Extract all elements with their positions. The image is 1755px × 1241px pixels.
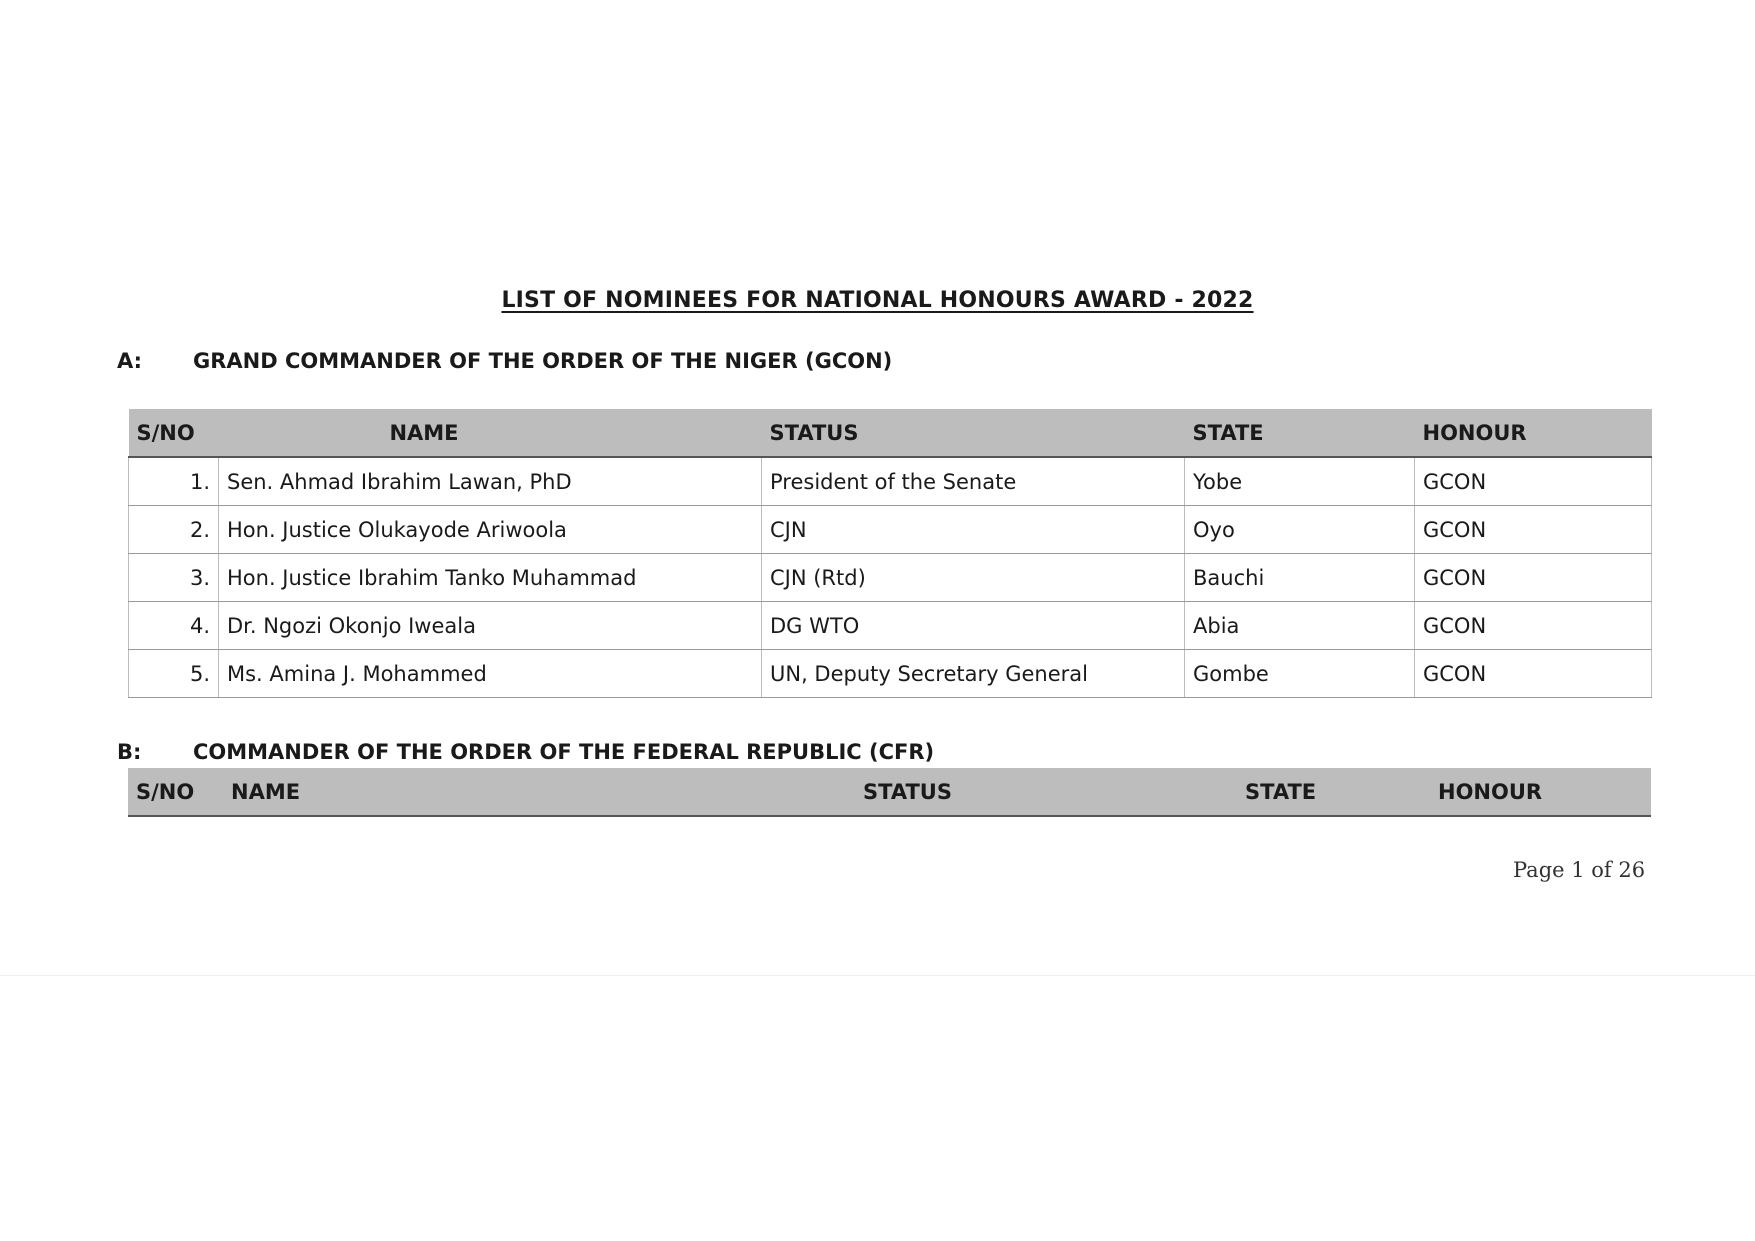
cell-honour: GCON xyxy=(1415,457,1652,506)
cell-state: Oyo xyxy=(1185,506,1415,554)
cell-status: CJN (Rtd) xyxy=(762,554,1185,602)
cell-state: Gombe xyxy=(1185,650,1415,698)
section-b-letter: B: xyxy=(117,740,142,764)
cfr-nominees-table xyxy=(128,768,1651,817)
column-header-sno: S/NO xyxy=(128,768,223,816)
document-title: LIST OF NOMINEES FOR NATIONAL HONOURS AWARD - 2022 xyxy=(501,288,1254,313)
section-b-heading xyxy=(117,740,934,764)
column-header-name: NAME xyxy=(223,768,855,816)
cell-state: Yobe xyxy=(1185,457,1415,506)
column-header-name: NAME xyxy=(219,409,762,457)
column-header-state: STATE xyxy=(1185,409,1415,457)
table-header-row xyxy=(128,768,1651,816)
cell-honour: GCON xyxy=(1415,506,1652,554)
page-number: Page 1 of 26 xyxy=(1513,858,1646,882)
cell-name: Dr. Ngozi Okonjo Iweala xyxy=(219,602,762,650)
cell-sno: 5. xyxy=(129,650,219,698)
cell-honour: GCON xyxy=(1415,554,1652,602)
column-header-sno: S/NO xyxy=(129,409,219,457)
section-a-letter: A: xyxy=(117,349,143,373)
cell-status: President of the Senate xyxy=(762,457,1185,506)
column-header-status: STATUS xyxy=(855,768,1237,816)
section-a-title: GRAND COMMANDER OF THE ORDER OF THE NIGER (GCON) xyxy=(193,349,893,373)
gcon-nominees-table xyxy=(128,409,1652,698)
column-header-honour: HONOUR xyxy=(1430,768,1651,816)
cell-sno: 3. xyxy=(129,554,219,602)
cell-name: Ms. Amina J. Mohammed xyxy=(219,650,762,698)
cell-name: Hon. Justice Olukayode Ariwoola xyxy=(219,506,762,554)
cell-status: CJN xyxy=(762,506,1185,554)
section-a-heading xyxy=(117,349,892,373)
column-header-honour: HONOUR xyxy=(1415,409,1652,457)
cell-sno: 4. xyxy=(129,602,219,650)
cell-honour: GCON xyxy=(1415,650,1652,698)
table-row xyxy=(129,506,1652,554)
cell-status: DG WTO xyxy=(762,602,1185,650)
table-row xyxy=(129,650,1652,698)
column-header-state: STATE xyxy=(1237,768,1430,816)
cell-honour: GCON xyxy=(1415,602,1652,650)
cell-status: UN, Deputy Secretary General xyxy=(762,650,1185,698)
cell-sno: 2. xyxy=(129,506,219,554)
table-row xyxy=(129,602,1652,650)
cell-name: Sen. Ahmad Ibrahim Lawan, PhD xyxy=(219,457,762,506)
page-edge-divider xyxy=(0,975,1755,976)
cell-name: Hon. Justice Ibrahim Tanko Muhammad xyxy=(219,554,762,602)
table-row xyxy=(129,554,1652,602)
table-row xyxy=(129,457,1652,506)
cell-sno: 1. xyxy=(129,457,219,506)
section-b-title: COMMANDER OF THE ORDER OF THE FEDERAL REPUBLIC (CFR) xyxy=(193,740,935,764)
cell-state: Abia xyxy=(1185,602,1415,650)
table-header-row xyxy=(129,409,1652,457)
column-header-status: STATUS xyxy=(762,409,1185,457)
cell-state: Bauchi xyxy=(1185,554,1415,602)
